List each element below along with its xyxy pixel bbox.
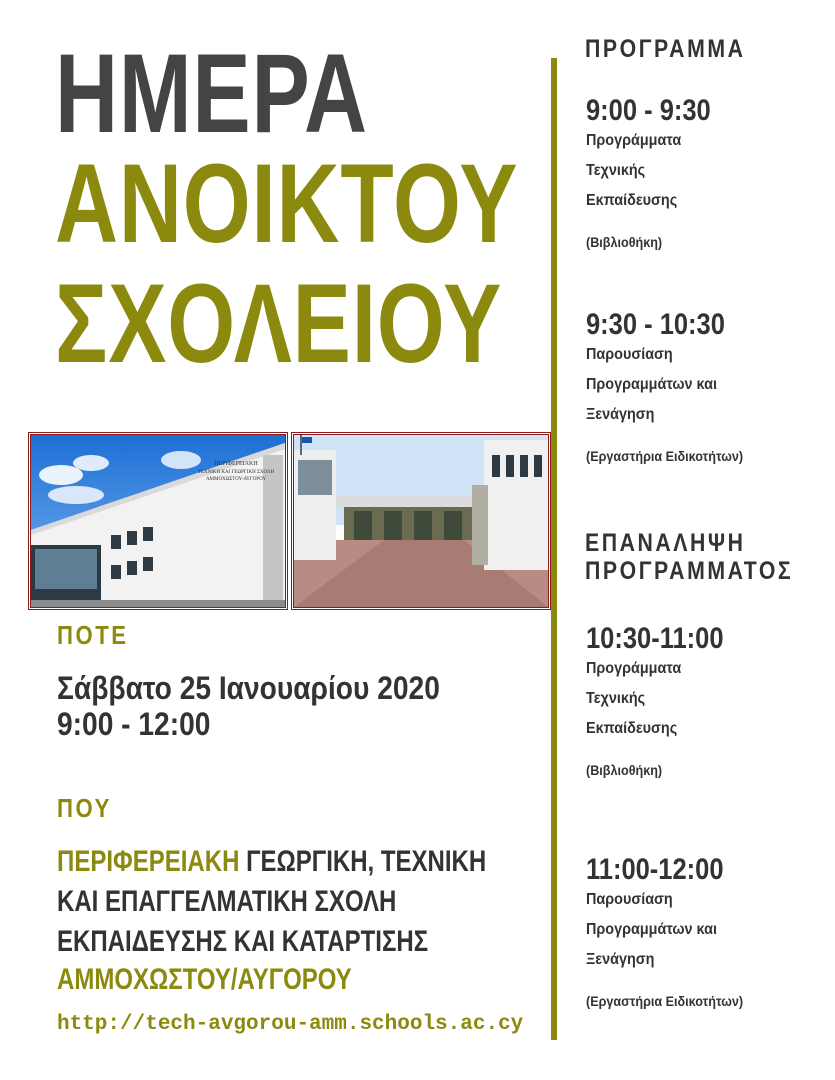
slot-desc-line: Ξενάγηση: [586, 951, 655, 968]
venue-line-3: ΕΚΠΑΙΔΕΥΣΗΣ ΚΑΙ ΚΑΤΑΡΤΙΣΗΣ: [57, 925, 429, 958]
slot-time: 9:00 - 9:30: [586, 94, 711, 127]
slot-desc-line: Εκπαίδευσης: [586, 720, 678, 737]
slot-desc-line: Προγράμματα: [586, 132, 682, 149]
vertical-divider: [551, 58, 557, 1040]
venue-line-4: ΑΜΜΟΧΩΣΤΟΥ/ΑΥΓΟΡΟΥ: [57, 963, 352, 996]
slot-location: (Εργαστήρια Ειδικοτήτων): [586, 448, 744, 464]
school-courtyard-photo: [291, 432, 551, 610]
venue-line-1-rest: ΓΕΩΡΓΙΚΗ, ΤΕΧΝΙΚΗ: [239, 845, 487, 878]
slot-desc-line: Προγραμμάτων και: [586, 921, 717, 938]
svg-text:ΑΜΜΟΧΩΣΤΟΥ-ΑΥΓΟΡΟΥ: ΑΜΜΟΧΩΣΤΟΥ-ΑΥΓΟΡΟΥ: [205, 477, 267, 482]
slot-desc-line: Εκπαίδευσης: [586, 192, 678, 209]
slot-desc-line: Παρουσίαση: [586, 891, 673, 908]
title-line-2: ΑΝΟΙΚΤΟΥ: [55, 141, 519, 266]
venue-highlight: ΠΕΡΙΦΕΡΕΙΑΚΗ: [57, 845, 240, 878]
slot-location: (Εργαστήρια Ειδικοτήτων): [586, 993, 744, 1009]
slot-desc-line: Προγράμματα: [586, 660, 682, 677]
title-line-3: ΣΧΟΛΕΙΟΥ: [55, 261, 503, 386]
repeat-title-line-2: ΠΡΟΓΡΑΜΜΑΤΟΣ: [585, 556, 794, 585]
repeat-program-title: [585, 530, 793, 585]
title-line-1: ΗΜΕΡΑ: [55, 31, 368, 156]
slot-desc-line: Παρουσίαση: [586, 346, 673, 363]
school-website-link[interactable]: http://tech-avgorou-amm.schools.ac.cy: [57, 1013, 524, 1036]
school-building-photo: [28, 432, 288, 610]
when-label: ΠΟΤΕ: [57, 620, 129, 650]
venue-line-2: ΚΑΙ ΕΠΑΓΓΕΛΜΑΤΙΚΗ ΣΧΟΛΗ: [57, 885, 397, 918]
event-time: 9:00 - 12:00: [57, 706, 211, 742]
slot-time: 9:30 - 10:30: [586, 308, 725, 341]
slot-desc-line: Ξενάγηση: [586, 406, 655, 423]
repeat-title-line-1: ΕΠΑΝΑΛΗΨΗ: [585, 529, 746, 557]
svg-text:ΤΕΧΝΙΚΗ ΚΑΙ ΓΕΩΡΓΙΚΗ ΣΧΟΛΗ: ΤΕΧΝΙΚΗ ΚΑΙ ΓΕΩΡΓΙΚΗ ΣΧΟΛΗ: [197, 470, 275, 475]
slot-location: (Βιβλιοθήκη): [586, 762, 663, 778]
event-date: Σάββατο 25 Ιανουαρίου 2020: [57, 670, 440, 706]
slot-desc-line: Τεχνικής: [586, 162, 646, 179]
program-title: ΠΡΟΓΡΑΜΜΑ: [585, 35, 746, 63]
program-slot: [586, 310, 826, 464]
school-courtyard-illustration: [294, 435, 548, 607]
repeat-slot: [586, 624, 826, 778]
repeat-slot: [586, 855, 826, 1009]
slot-time: 11:00-12:00: [586, 853, 724, 886]
program-slot: [586, 96, 826, 250]
school-building-illustration: [31, 435, 285, 607]
slot-desc-line: Προγραμμάτων και: [586, 376, 717, 393]
slot-time: 10:30-11:00: [586, 622, 724, 655]
venue-line-1: [57, 845, 486, 879]
where-label: ΠΟΥ: [57, 793, 112, 823]
slot-desc-line: Τεχνικής: [586, 690, 646, 707]
building-sign-text: ΠΕΡΙΦΕΡΕΙΑΚΗ: [214, 461, 258, 467]
slot-location: (Βιβλιοθήκη): [586, 234, 663, 250]
